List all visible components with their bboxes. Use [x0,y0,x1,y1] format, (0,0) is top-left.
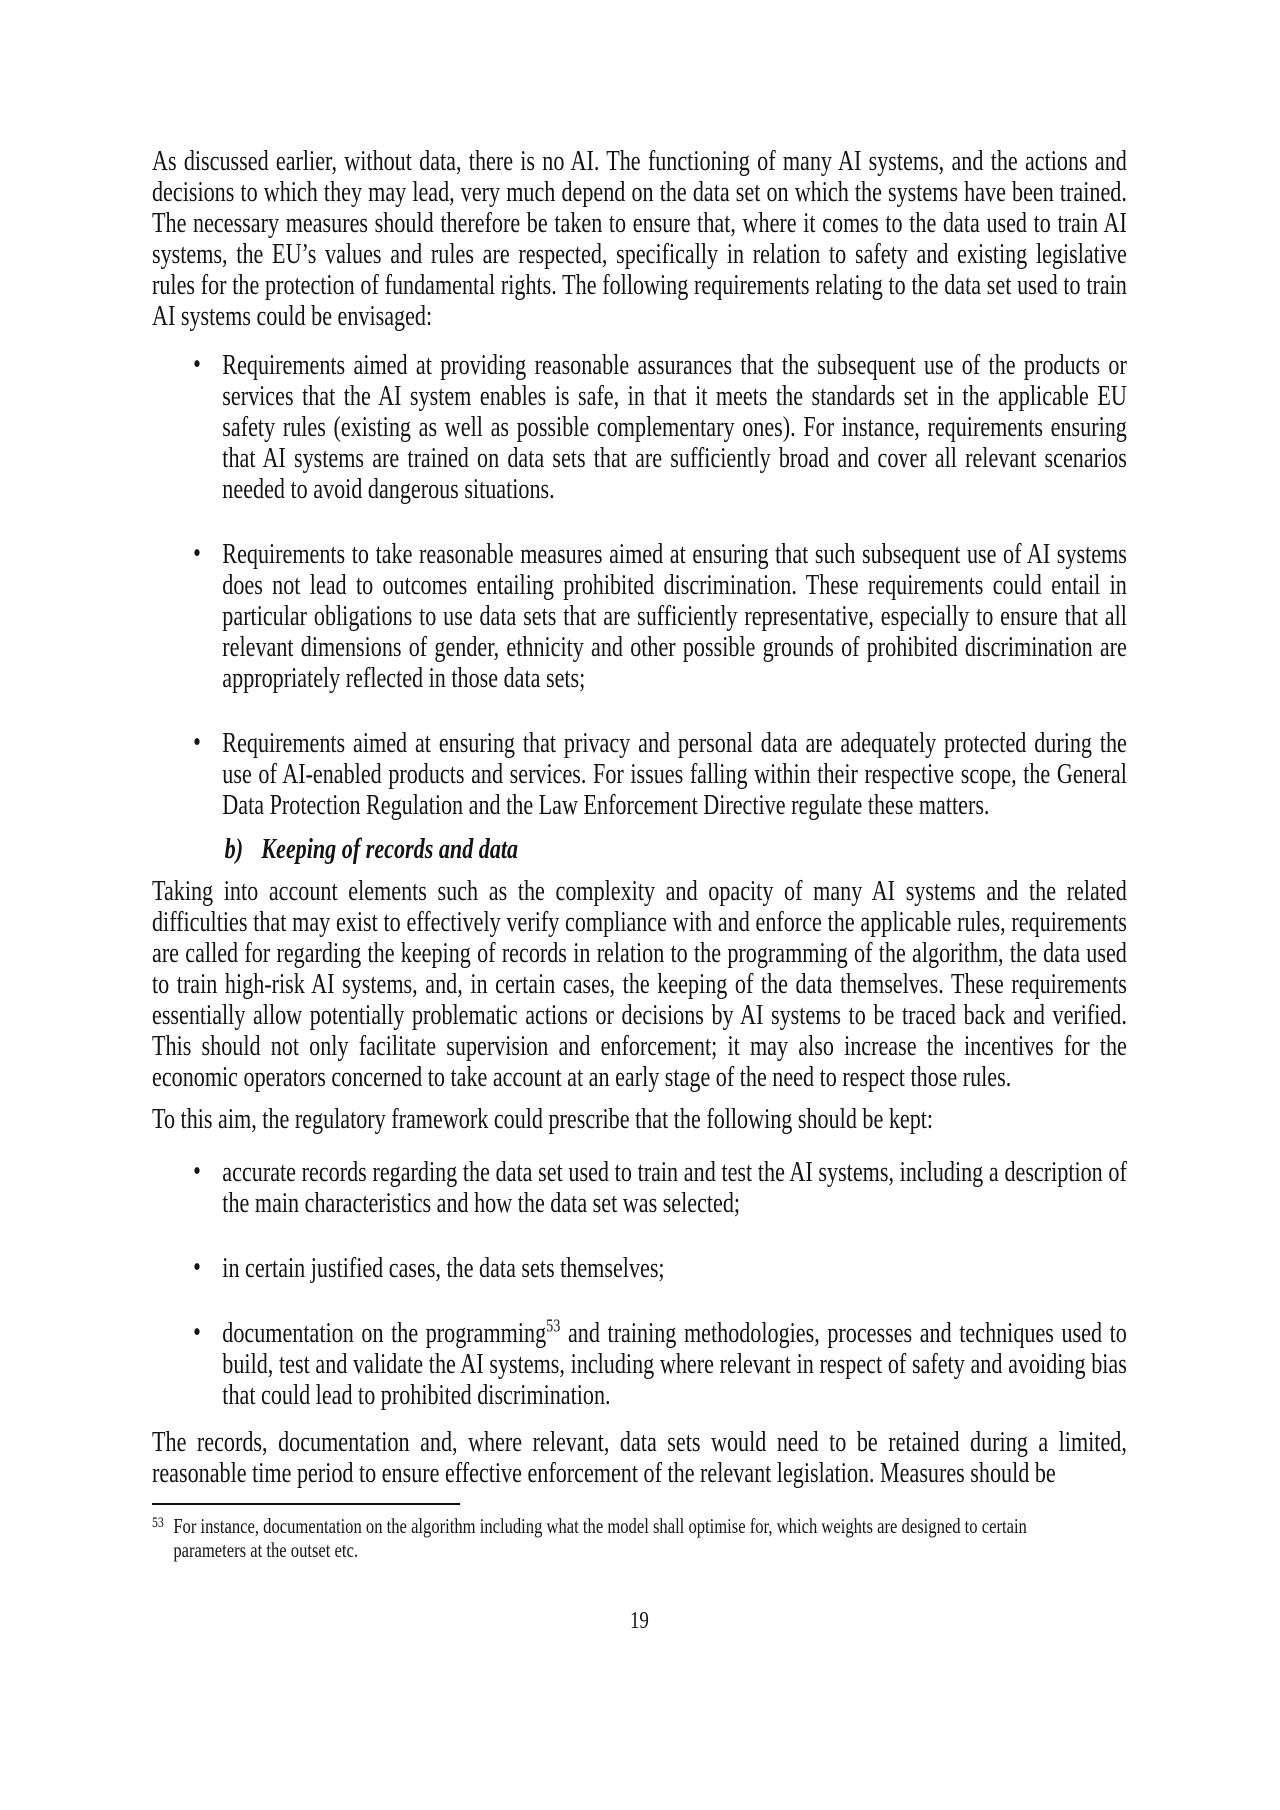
section-heading-number: b) [224,834,244,865]
requirements-bullet-list [152,350,1127,821]
bullet-text: accurate records regarding the data set used to train and test the AI systems, including a description of the main characteristics and how the data set was selected; [222,1157,1127,1219]
bullet-icon: • [193,538,201,569]
bullet-item-data-sets [152,1253,1127,1284]
bullet-item-accurate-records [152,1157,1127,1219]
footnote [152,1514,1061,1562]
aim-paragraph: To this aim, the regulatory framework could prescribe that the following should be kept: [152,1104,934,1135]
footnote-section [152,1503,1127,1562]
footnote-separator-rule [152,1503,460,1505]
bullet-icon: • [193,1252,201,1283]
bullet-text: Requirements aimed at ensuring that privacy and personal data are adequately protected during the use of AI-enabled products and services. For issues falling within their respective scope, the General Data Protection Regulation and the Law Enforcement Directive regulate these matters. [222,728,1127,821]
section-heading [152,834,1127,865]
footnote-marker: 53 [152,1515,164,1531]
bullet-item-documentation [152,1315,1127,1411]
page-content [152,146,1127,1634]
footnote-reference: 53 [546,1315,561,1336]
bullet-icon: • [193,349,201,380]
footnote-text: For instance, documentation on the algorithm including what the model shall optimise for, which weights are designed to certain parameters at the outset etc. [173,1514,1027,1562]
bullet-icon: • [193,1156,201,1187]
bullet-icon: • [193,727,201,758]
bullet-item-discrimination [152,539,1127,694]
records-paragraph: Taking into account elements such as the complexity and opacity of many AI systems and the related difficulties that may exist to effectively verify compliance with and enforce the applicable rules, requirements are called for regarding the keeping of records in relation to the programming of the algorithm, the data used to train high-risk AI systems, and, in certain cases, the keeping of the data themselves. These requirements essentially allow potentially problematic actions or decisions by AI systems to be traced back and verified. This should not only facilitate supervision and enforcement; it may also increase the incentives for the economic operators concerned to take account at an early stage of the need to respect those rules. [152,876,1127,1093]
bullet-text: Requirements to take reasonable measures aimed at ensuring that such subsequent use of AI systems does not lead to outcomes entailing prohibited discrimination. These requirements could entail in particular obligations to use data sets that are sufficiently representative, especially to ensure that all relevant dimensions of gender, ethnicity and other possible grounds of prohibited discrimination are appropriately reflected in those data sets; [222,539,1127,694]
retention-paragraph: The records, documentation and, where relevant, data sets would need to be retained during a limited, reasonable time period to ensure effective enforcement of the relevant legislation. Measures should be [152,1427,1127,1489]
bullet-text-post: and training methodologies, processes and techniques used to build, test and validate the AI systems, including where relevant in respect of safety and avoiding bias that could lead to prohibited discrimination. [222,1318,1127,1411]
kept-items-bullet-list [152,1157,1127,1411]
bullet-text: Requirements aimed at providing reasonable assurances that the subsequent use of the products or services that the AI system enables is safe, in that it meets the standards set in the applicable EU safety rules (existing as well as possible complementary ones). For instance, requirements ensuring that AI systems are trained on data sets that are sufficiently broad and cover all relevant scenarios needed to avoid dangerous situations. [222,350,1127,505]
bullet-text-pre: documentation on the programming [222,1318,547,1349]
intro-paragraph: As discussed earlier, without data, there is no AI. The functioning of many AI systems, and the actions and decisions to which they may lead, very much depend on the data set on which the systems have been trained. The necessary measures should therefore be taken to ensure that, where it comes to the data used to train AI systems, the EU’s values and rules are respected, specifically in relation to safety and existing legislative rules for the protection of fundamental rights. The following requirements relating to the data set used to train AI systems could be envisaged: [152,146,1127,332]
bullet-text: in certain justified cases, the data sets themselves; [222,1253,665,1284]
page-number: 19 [629,1608,649,1634]
bullet-item-privacy [152,728,1127,821]
bullet-item-safety [152,350,1127,505]
section-heading-title: Keeping of records and data [261,834,519,865]
bullet-icon: • [193,1317,201,1348]
